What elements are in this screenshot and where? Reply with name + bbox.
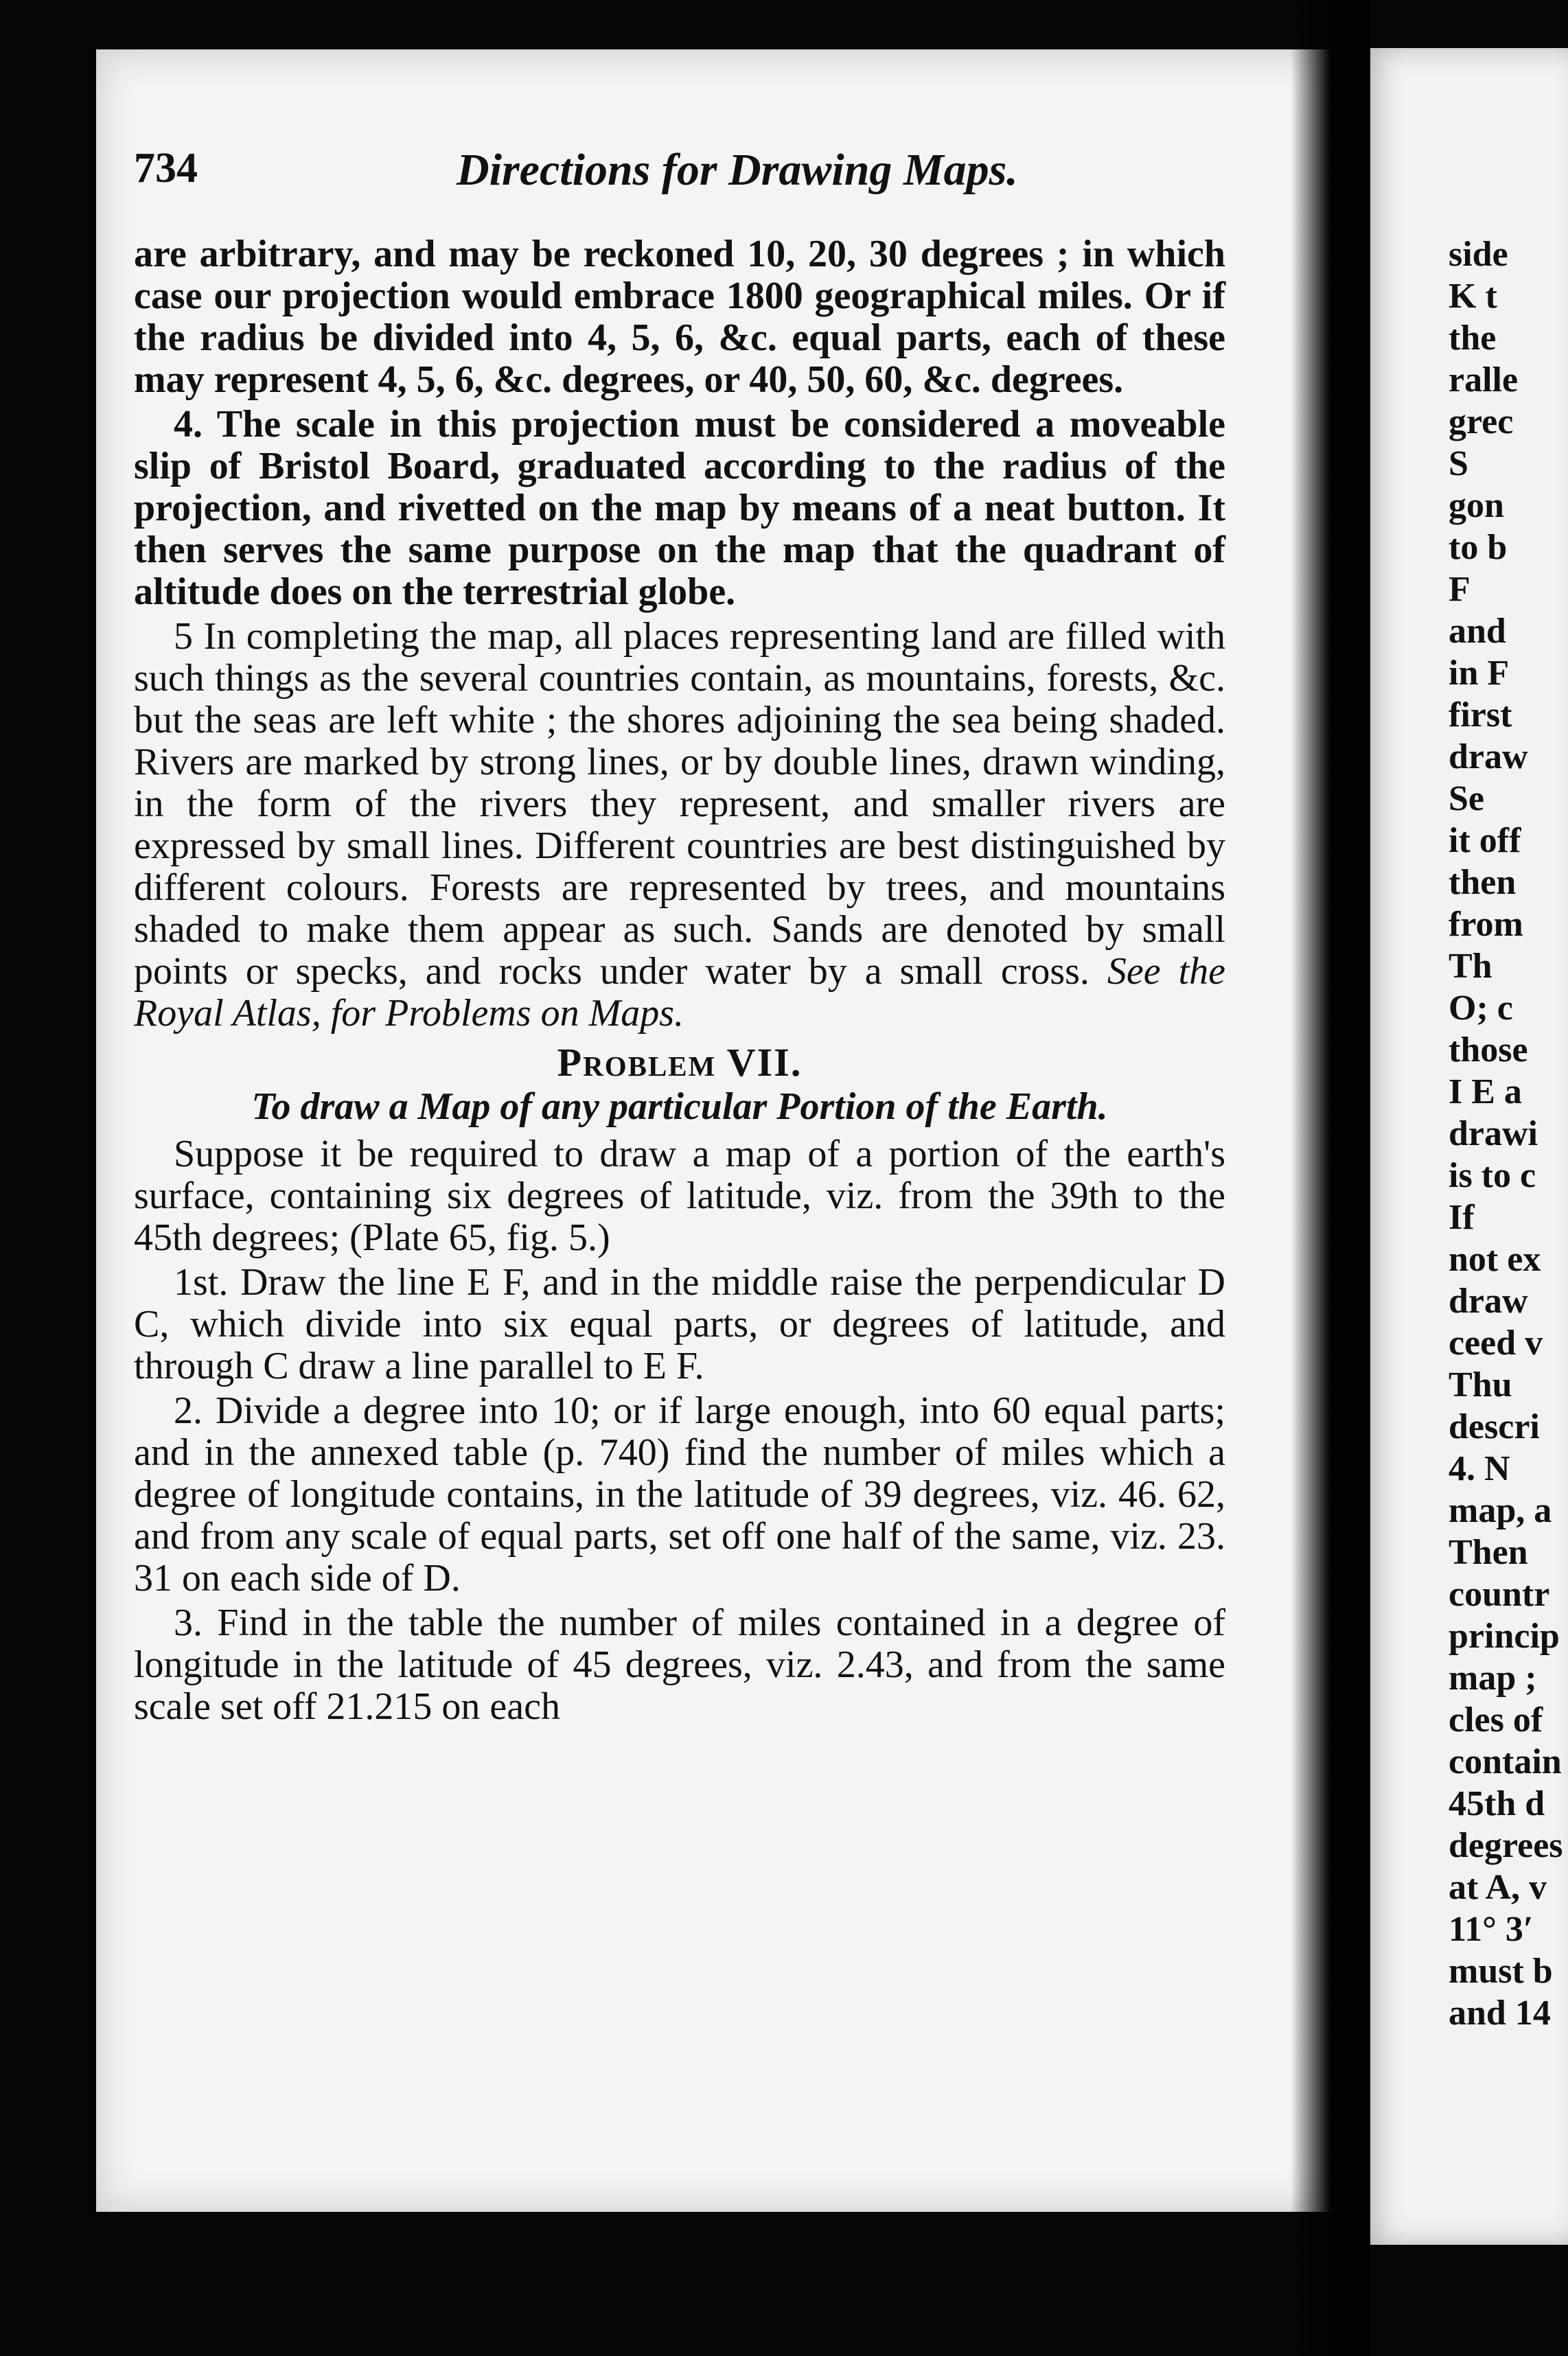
right-page-line: K t: [1449, 277, 1497, 316]
right-page-line: Thu: [1449, 1365, 1512, 1405]
paragraph-step-1: 1st. Draw the line E F, and in the middle raise the perpendicular D C, which divide into six equal parts, or degrees of latitude, and through C draw a line parallel to E F.: [134, 1261, 1225, 1387]
right-page-line: O; c: [1449, 989, 1513, 1028]
right-page-line: F: [1449, 570, 1471, 609]
problem-heading: Problem VII.: [557, 1040, 803, 1085]
right-page-line: Se: [1449, 779, 1484, 818]
running-title: Directions for Drawing Maps.: [457, 145, 1018, 195]
right-page-line: cles of: [1449, 1700, 1543, 1740]
right-page-line: the: [1449, 319, 1497, 358]
page-number: 734: [134, 145, 198, 192]
right-page-line: 4. N: [1449, 1449, 1510, 1488]
right-page-line: 11° 3′: [1449, 1910, 1534, 1949]
right-page-line: Then: [1449, 1533, 1528, 1572]
right-page-line: I E a: [1449, 1072, 1522, 1111]
right-page-line: is to c: [1449, 1156, 1536, 1195]
right-page-line: ralle: [1449, 360, 1519, 400]
right-page-line: it off: [1449, 821, 1521, 860]
right-page-line: If: [1449, 1198, 1475, 1237]
right-page-line: side: [1449, 235, 1508, 274]
right-page-line: princip: [1449, 1617, 1560, 1656]
right-page-line: map ;: [1449, 1659, 1537, 1698]
paragraph-step-3: 3. Find in the table the number of miles contained in a degree of longitude in the latitude of 45 degrees, viz. 2.43, and from the same scale set off 21.215 on each: [134, 1602, 1225, 1728]
right-page-line: and 14: [1449, 1994, 1551, 2033]
right-page-line: in F: [1449, 654, 1510, 693]
paragraph-step-2: 2. Divide a degree into 10; or if large enough, into 60 equal parts; and in the annexed table (p. 740) find the number of miles which a degree of longitude contains, in the latitude of 39 degrees, viz. 46. 62, and from any scale of equal parts, set off one half of the same, viz. 23. 31 on each side of D.: [134, 1389, 1225, 1599]
paragraph-scale: 4. The scale in this projection must be considered a moveable slip of Bristol Board, graduated according to the radius of the projection, and rivetted on the map by means of a neat button. It then serves the same purpose on the map that the quadrant of altitude does on the terrestrial globe.: [134, 403, 1225, 613]
right-page-line: map, a: [1449, 1491, 1552, 1530]
paragraph-completing-map: [134, 616, 1225, 1035]
paragraph-completing-map-text: 5 In completing the map, all places representing land are filled with such things as the several countries contain, as mountains, forests, &c. but the seas are left white ; the shores adjoining the sea being shaded. Rivers are marked by strong lines, or by double lines, drawn winding, in the form of the rivers they represent, and smaller rivers are expressed by small lines. Different countries are best distinguished by different colours. Forests are represented by trees, and mountains shaded to make them appear as such. Sands are denoted by small points or specks, and rocks under water by a small cross.: [134, 615, 1225, 993]
paragraph-suppose: Suppose it be required to draw a map of a portion of the earth's surface, containing six degrees of latitude, viz. from the 39th to the 45th degrees; (Plate 65, fig. 5.): [134, 1133, 1225, 1259]
right-page-line: at A, v: [1449, 1868, 1547, 1907]
right-page-line: ceed v: [1449, 1324, 1543, 1363]
right-page-line: degrees: [1449, 1826, 1563, 1865]
royal-atlas-reference: See the Royal Atlas, for Problems on Maps.: [134, 950, 1226, 1035]
book-gutter: [1291, 0, 1370, 2356]
right-page-line: descri: [1449, 1407, 1540, 1446]
right-page-line: drawi: [1449, 1114, 1538, 1153]
right-page-line: not ex: [1449, 1240, 1541, 1279]
right-page-line: draw: [1449, 1282, 1528, 1321]
right-page-line: Th: [1449, 947, 1492, 986]
page-header: [134, 103, 1232, 195]
right-page-line: S: [1449, 444, 1468, 483]
right-page-line: contain: [1449, 1742, 1562, 1781]
right-page-line: draw: [1449, 737, 1528, 776]
paragraph-continuation: are arbitrary, and may be reckoned 10, 20, 30 degrees ; in which case our projection would embrace 1800 geographical miles. Or if the radius be divided into 4, 5, 6, &c. equal parts, each of these may represent 4, 5, 6, &c. degrees, or 40, 50, 60, &c. degrees.: [134, 233, 1225, 401]
right-page-line: countr: [1449, 1575, 1550, 1614]
page-body: [134, 233, 1225, 1731]
right-page-line: must b: [1449, 1952, 1553, 1991]
right-page-text-fragments: [1449, 233, 1565, 2034]
right-page-line: from: [1449, 905, 1523, 944]
right-page-line: grec: [1449, 402, 1514, 441]
right-page-line: those: [1449, 1030, 1528, 1070]
problem-title: To draw a Map of any particular Portion of the Earth.: [251, 1085, 1108, 1128]
right-page-line: then: [1449, 863, 1517, 902]
right-page-line: first: [1449, 695, 1512, 735]
right-page-line: and: [1449, 612, 1506, 651]
right-page-line: gon: [1449, 486, 1504, 525]
right-page-line: 45th d: [1449, 1784, 1545, 1823]
right-page-line: to b: [1449, 528, 1508, 567]
